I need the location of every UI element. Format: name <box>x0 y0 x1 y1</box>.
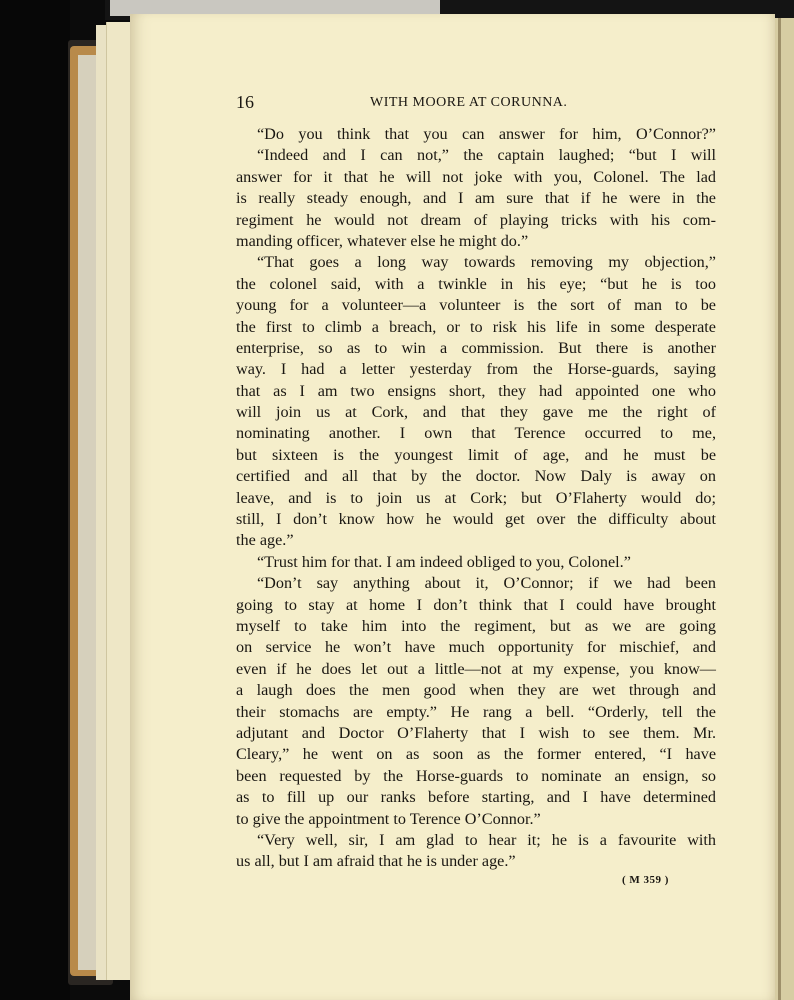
text-line: to give the appointment to Terence O’Connor.” <box>236 809 541 828</box>
text-line: enterprise, so as to win a commission. But there is another <box>236 338 716 357</box>
text-line: way. I had a letter yesterday from the Horse-guards, saying <box>236 360 716 379</box>
text-line: on service he won’t have much opportunity for mischief, and <box>236 638 716 657</box>
text-line: leave, and is to join us at Cork; but O’Flaherty would do; <box>236 488 716 507</box>
text-line: young for a volunteer—a volunteer is the sort of man to be <box>236 296 716 315</box>
text-line: regiment he would not dream of playing tricks with his com- <box>236 210 716 229</box>
printer-signature-mark: ( M 359 ) <box>622 874 669 886</box>
text-line: going to stay at home I don’t think that I could have brought <box>236 595 716 614</box>
text-line: been requested by the Horse-guards to nominate an ensign, so <box>236 766 716 785</box>
text-line: “Trust him for that. I am indeed obliged to you, Colonel.” <box>257 552 631 571</box>
text-line: us all, but I am afraid that he is under age.” <box>236 852 516 871</box>
text-line: “Indeed and I can not,” the captain laughed; “but I will <box>257 146 716 165</box>
text-line: a laugh does the men good when they are wet through and <box>236 681 716 700</box>
book-spine-shadow <box>0 0 70 1000</box>
right-page-edge-line <box>778 18 781 1000</box>
text-line: myself to take him into the regiment, but as we are going <box>236 616 716 635</box>
running-title: WITH MOORE AT CORUNNA. <box>370 95 568 110</box>
text-line: their stomachs are empty.” He rang a bell. “Orderly, tell the <box>236 702 716 721</box>
text-line: still, I don’t know how he would get over the difficulty about <box>236 510 716 529</box>
text-line: certified and all that by the doctor. Now Daly is away on <box>236 467 716 486</box>
page-number: 16 <box>236 92 254 112</box>
text-line: Cleary,” he went on as soon as the former entered, “I have <box>236 745 716 764</box>
text-line: that as I am two ensigns short, they had appointed one who <box>236 381 716 400</box>
text-line: even if he does let out a little—not at my expense, you know— <box>236 659 716 678</box>
text-line: “Do you think that you can answer for him, O’Connor?” <box>257 125 716 143</box>
page-header <box>236 92 716 114</box>
text-line: the first to climb a breach, or to risk his life in some desperate <box>236 317 716 336</box>
text-line: answer for it that he will not joke with you, Colonel. The lad <box>236 167 716 186</box>
page-body-text <box>236 124 716 873</box>
text-line: “Don’t say anything about it, O’Connor; if we had been <box>257 574 716 593</box>
text-line: the age.” <box>236 531 294 550</box>
text-line: but sixteen is the youngest limit of age, and he must be <box>236 445 716 464</box>
text-line: is really steady enough, and I am sure that if he were in the <box>236 189 716 208</box>
text-line: “That goes a long way towards removing my objection,” <box>257 253 716 272</box>
text-line: adjutant and Doctor O’Flaherty that I wish to see them. Mr. <box>236 723 716 742</box>
text-line: “Very well, sir, I am glad to hear it; he is a favourite with <box>257 830 716 849</box>
text-line: manding officer, whatever else he might do.” <box>236 231 529 250</box>
text-line: nominating another. I own that Terence occurred to me, <box>236 424 716 443</box>
text-line: will join us at Cork, and that they gave me the right of <box>236 403 716 422</box>
text-line: the colonel said, with a twinkle in his eye; “but he is too <box>236 274 716 293</box>
text-line: as to fill up our ranks before starting, and I have determined <box>236 788 716 807</box>
